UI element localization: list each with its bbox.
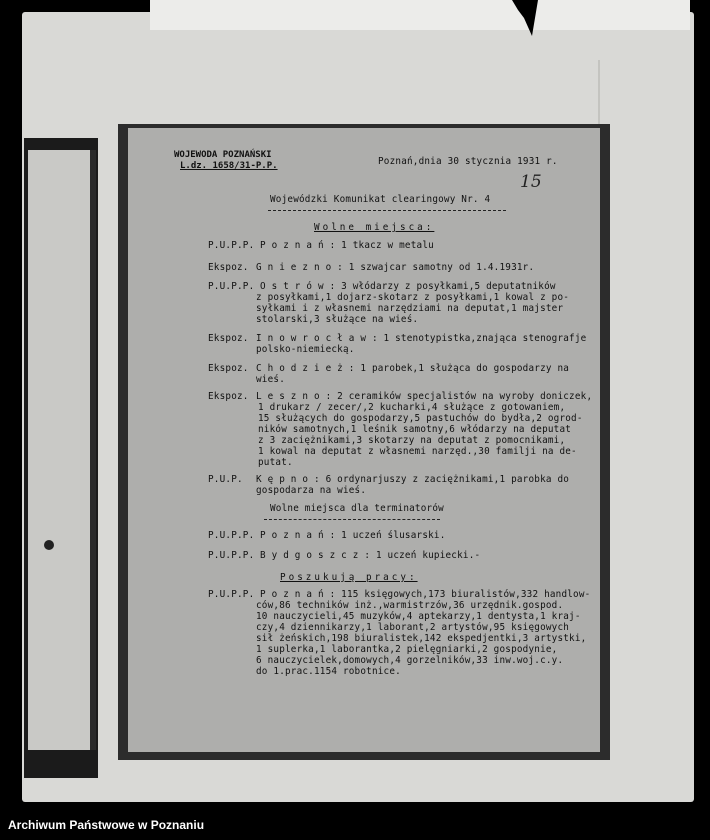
header-ref-number: L.dz. 1658/31-P.P. bbox=[180, 161, 278, 171]
entry-line: ców,86 techników inż.,warmistrzów,36 urzędnik.gospod. bbox=[256, 600, 564, 611]
torn-corner-icon bbox=[512, 0, 538, 36]
entry-office: Ekspoz. bbox=[208, 333, 249, 344]
archive-credit: Archiwum Państwowe w Poznaniu bbox=[8, 818, 205, 832]
entry-line: G n i e z n o : 1 szwajcar samotny od 1.4.1931r. bbox=[256, 262, 535, 273]
page-mark: 15 bbox=[520, 172, 542, 192]
entry-line: stolarski,3 służące na wieś. bbox=[256, 314, 419, 325]
typed-document bbox=[128, 128, 600, 752]
entry-office: P.U.P.P. bbox=[208, 589, 255, 600]
entry-line: gospodarza na wieś. bbox=[256, 485, 367, 496]
entry-line: sił żeńskich,198 biuralistek,142 ekspedjentki,3 artystki, bbox=[256, 633, 587, 644]
entry-line: 15 służących do gospodarzy,5 pastuchów do bydła,2 ogrod- bbox=[258, 413, 583, 424]
entry-line: P o z n a ń : 115 księgowych,173 biuralistów,332 handlow- bbox=[260, 589, 591, 600]
entry-line: czy,4 dziennikarzy,1 laborant,2 artystów,95 księgowych bbox=[256, 622, 570, 633]
entry-line: ników samotnych,1 leśnik samotny,6 włódarzy na deputat bbox=[258, 424, 572, 435]
document-date: Poznań,dnia 30 stycznia 1931 r. bbox=[378, 156, 558, 167]
footer-bar bbox=[0, 808, 710, 840]
entry-line: z posyłkami,1 dojarz-skotarz z posyłkami,1 kowal z po- bbox=[256, 292, 570, 303]
entry-office: P.U.P.P. bbox=[208, 281, 255, 292]
entry-office: Ekspoz. bbox=[208, 363, 249, 374]
binder-hole-icon bbox=[44, 540, 54, 550]
entry-office: P.U.P.P. bbox=[208, 240, 255, 251]
entry-office: P.U.P. bbox=[208, 474, 243, 485]
entry-office: P.U.P.P. bbox=[208, 550, 255, 561]
entry-line: z 3 zaciężnikami,3 skotarzy na deputat z pomocnikami, bbox=[258, 435, 566, 446]
entry-line: polsko-niemiecką. bbox=[256, 344, 355, 355]
section-poszukuja-pracy: Poszukują pracy: bbox=[280, 572, 418, 583]
board-top-edge bbox=[150, 0, 690, 30]
entry-office: P.U.P.P. bbox=[208, 530, 255, 541]
entry-line: wieś. bbox=[256, 374, 285, 385]
entry-line: P o z n a ń : 1 tkacz w metalu bbox=[260, 240, 434, 251]
entry-line: 1 kowal na deputat z własnemi narzęd.,30 familji na de- bbox=[258, 446, 577, 457]
entry-line: putat. bbox=[258, 457, 293, 468]
section-wolne-miejsca: Wolne miejsca: bbox=[314, 222, 435, 233]
document-title: Wojewódzki Komunikat clearingowy Nr. 4 bbox=[270, 194, 491, 205]
entry-office: Ekspoz. bbox=[208, 391, 249, 402]
section-terminatorzy: Wolne miejsca dla terminatorów bbox=[270, 503, 444, 514]
section-underline bbox=[264, 519, 440, 520]
entry-line: syłkami i z własnemi narzędziami na deputat,1 majster bbox=[256, 303, 564, 314]
entry-line: 1 drukarz / zecer/,2 kucharki,4 służące z gotowaniem, bbox=[258, 402, 566, 413]
entry-line: 6 nauczycielek,domowych,4 gorzelników,33 inw.woj.c.y. bbox=[256, 655, 564, 666]
title-underline bbox=[268, 210, 506, 211]
entry-line: L e s z n o : 2 ceramików specjalistów na wyroby doniczek, bbox=[256, 391, 593, 402]
entry-line: B y d g o s z c z : 1 uczeń kupiecki.- bbox=[260, 550, 481, 561]
entry-line: I n o w r o c ł a w : 1 stenotypistka,znająca stenografje bbox=[256, 333, 587, 344]
entry-line: P o z n a ń : 1 uczeń ślusarski. bbox=[260, 530, 446, 541]
entry-line: do 1.prac.1154 robotnice. bbox=[256, 666, 401, 677]
entry-line: K ę p n o : 6 ordynarjuszy z zaciężnikami,1 parobka do bbox=[256, 474, 570, 485]
entry-line: C h o d z i e ż : 1 parobek,1 służąca do gospodarzy na bbox=[256, 363, 570, 374]
left-folder-page bbox=[28, 150, 96, 750]
entry-line: O s t r ó w : 3 włódarzy z posyłkami,5 deputatników bbox=[260, 281, 556, 292]
entry-line: 10 nauczycieli,45 muzyków,4 aptekarzy,1 dentysta,1 kraj- bbox=[256, 611, 581, 622]
entry-line: 1 suplerka,1 laborantka,2 pielęgniarki,2 gospodynie, bbox=[256, 644, 558, 655]
entry-office: Ekspoz. bbox=[208, 262, 249, 273]
header-office: WOJEWODA POZNAŃSKI bbox=[174, 150, 272, 160]
